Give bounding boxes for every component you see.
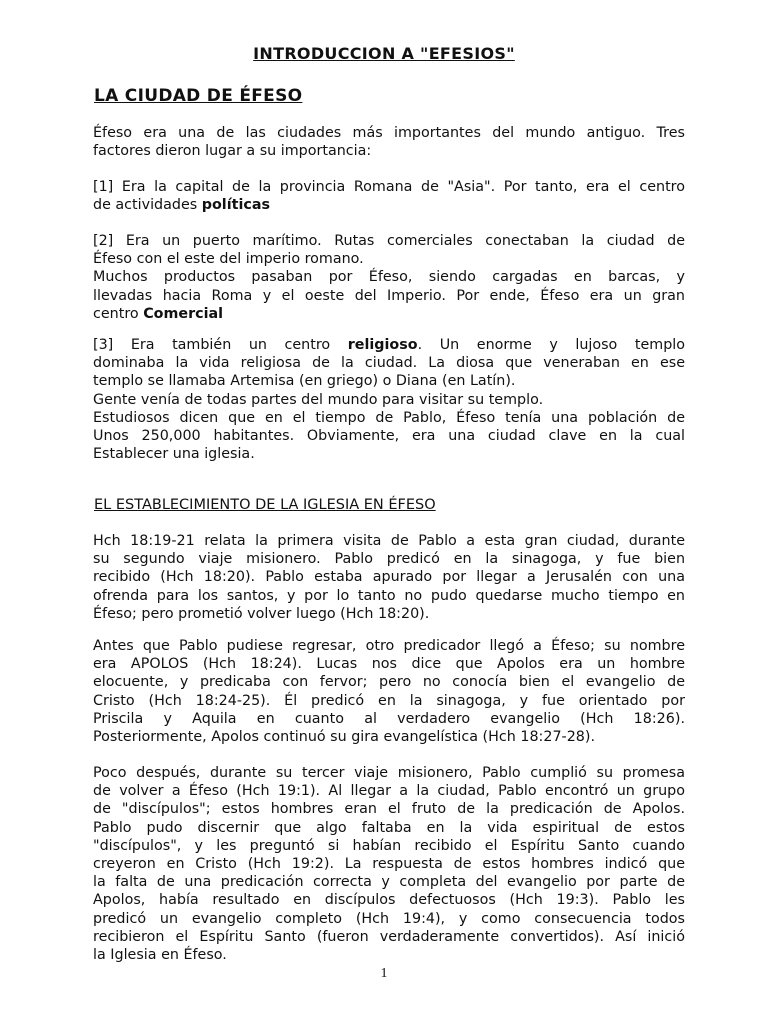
bold-term: Comercial [143,305,224,322]
paragraph-primera-visita [93,532,685,623]
paragraph-factor-1 [93,178,685,214]
text-line: ofrenda para los santos, y por lo tanto no pudo quedarse mucho tiempo en [93,587,685,604]
page-number: 1 [380,966,388,981]
text-line: su segundo viaje misionero. Pablo predicó en la sinagoga, y fue bien [93,551,685,568]
paragraph-tercer-viaje [93,764,685,964]
text-line: creyeron en Cristo (Hch 19:2). La respuesta de estos hombres indicó que [93,856,685,873]
text-line: de actividades [93,197,202,214]
document-title: INTRODUCCION A "EFESIOS" [253,44,515,63]
text-line: [1] Era la capital de la provincia Romana de "Asia". Por tanto, era el centro [93,179,685,195]
bold-term: políticas [201,197,270,214]
text-line: Muchos productos pasaban por Éfeso, siendo cargadas en barcas, y [93,269,685,286]
text-line: Posteriormente, Apolos continuó su gira evangelística (Hch 18:27-28). [93,729,596,746]
text-line: de volver a Éfeso (Hch 19:1). Al llegar a la ciudad, Pablo encontró un grupo [93,783,685,800]
bold-term: religioso [347,337,418,353]
text-line: factores dieron lugar a su importancia: [93,143,372,160]
text-line: Establecer una iglesia. [93,446,255,463]
text-segment: [3] Era también un centro [93,337,348,353]
paragraph-intro [93,124,685,160]
text-line: centro [93,305,144,322]
text-line: Poco después, durante su tercer viaje misionero, Pablo cumplió su promesa [93,765,685,781]
text-line: recibieron el Espíritu Santo (fueron verdaderamente convertidos). Así inició [93,928,685,945]
text-line: Éfeso; pero prometió volver luego (Hch 18:20). [93,605,430,622]
text-line: dominaba la vida religiosa de la ciudad. La diosa que veneraban en ese [93,355,685,372]
paragraph-factor-3 [93,336,685,463]
text-line: la falta de una predicación correcta y completa del evangelio por parte de [93,874,685,891]
text-line: Éfeso con el este del imperio romano. [93,251,364,268]
text-line: Cristo (Hch 18:24-25). Él predicó en la sinagoga, y fue orientado por [93,692,685,709]
text-line: Unos 250,000 habitantes. Obviamente, era una ciudad clave en la cual [93,428,685,445]
text-line: [2] Era un puerto marítimo. Rutas comerciales conectaban la ciudad de [93,233,685,249]
text-line: Priscila y Aquila en cuanto al verdadero evangelio (Hch 18:26). [93,710,685,727]
text-line: de "discípulos"; estos hombres eran el fruto de la predicación de Apolos. [93,801,685,818]
text-line: Pablo pudo discernir que algo faltaba en la vida espiritual de estos [93,819,685,836]
section-heading-iglesia: EL ESTABLECIMIENTO DE LA IGLESIA EN ÉFESO [94,497,436,513]
text-line: templo se llamaba Artemisa (en griego) o Diana (en Latín). [93,373,516,390]
section-heading-ciudad: LA CIUDAD DE ÉFESO [94,86,303,106]
text-line: Hch 18:19-21 relata la primera visita de Pablo a esta gran ciudad, durante [93,533,685,549]
text-line: elocuente, y predicaba con fervor; pero no conocía bien el evangelio de [93,674,685,691]
text-line: era APOLOS (Hch 18:24). Lucas nos dice que Apolos era un hombre [93,656,685,673]
text-segment: . Un enorme y lujoso templo [417,337,685,353]
text-line: recibido (Hch 18:20). Pablo estaba apurado por llegar a Jerusalén con una [93,569,685,586]
text-line: Estudiosos dicen que en el tiempo de Pablo, Éfeso tenía una población de [93,409,685,426]
paragraph-factor-2 [93,232,685,323]
text-line: llevadas hacia Roma y el oeste del Imperio. Por ende, Éfeso era un gran [93,287,685,304]
text-line: Éfeso era una de las ciudades más importantes del mundo antiguo. Tres [93,125,685,141]
text-line: Apolos, había resultado en discípulos defectuosos (Hch 19:3). Pablo les [93,892,685,909]
text-line: "discípulos", y les preguntó si habían recibido el Espíritu Santo cuando [93,837,685,854]
text-line: predicó un evangelio completo (Hch 19:4), y como consecuencia todos [93,910,685,927]
paragraph-apolos [93,637,685,746]
text-line: la Iglesia en Éfeso. [93,947,227,964]
text-line: Gente venía de todas partes del mundo para visitar su templo. [93,391,544,408]
text-line: Antes que Pablo pudiese regresar, otro predicador llegó a Éfeso; su nombre [93,638,685,654]
